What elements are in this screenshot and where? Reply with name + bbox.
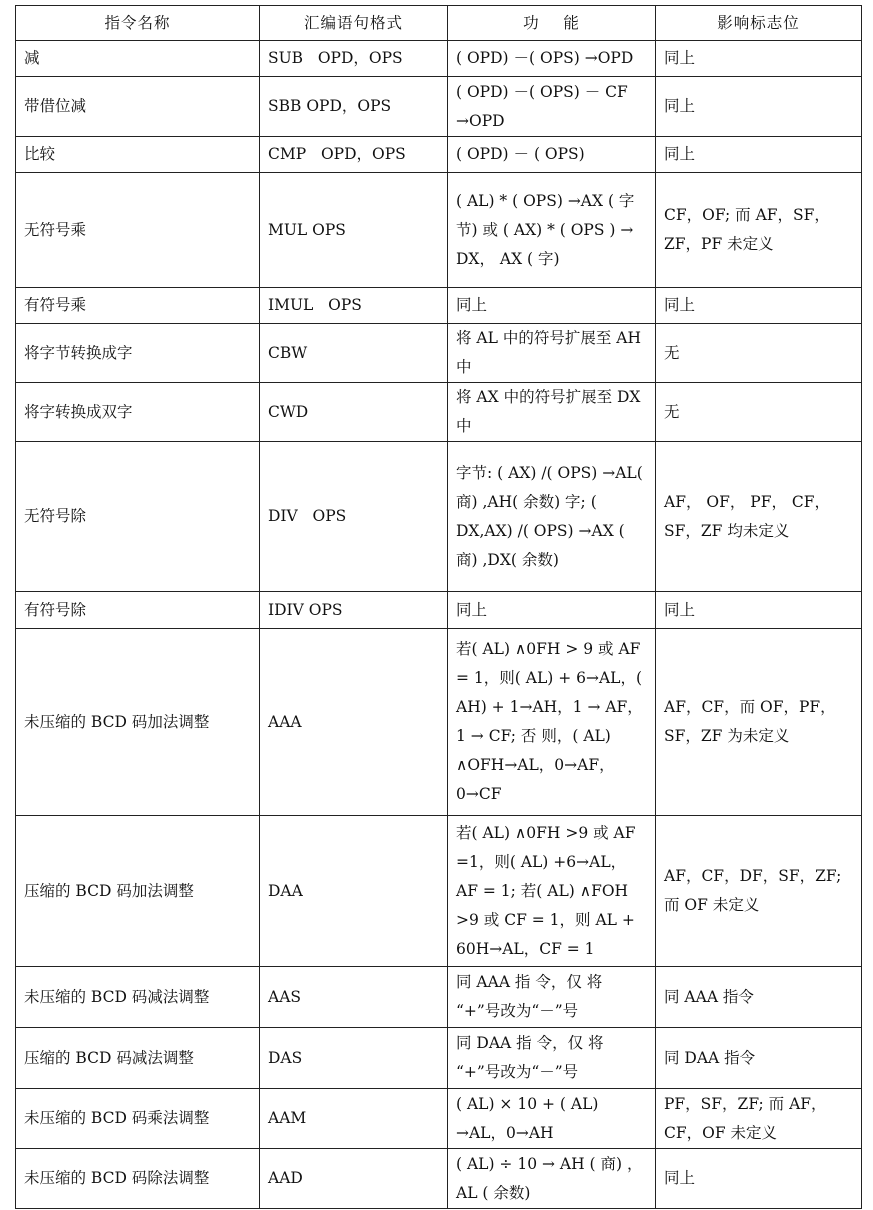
cell-flags: 同上 bbox=[656, 592, 862, 629]
cell-flags: 同上 bbox=[656, 41, 862, 77]
cell-function: ( OPD) － ( OPS) bbox=[448, 137, 656, 173]
table-row bbox=[16, 41, 862, 77]
cell-name: 压缩的 BCD 码加法调整 bbox=[16, 816, 260, 967]
header-flags: 影响标志位 bbox=[656, 6, 862, 41]
cell-name: 带借位减 bbox=[16, 77, 260, 137]
cell-function: 将 AL 中的符号扩展至 AH 中 bbox=[448, 324, 656, 383]
cell-name: 未压缩的 BCD 码乘法调整 bbox=[16, 1089, 260, 1149]
table-row bbox=[16, 442, 862, 592]
cell-format: SUB OPD，OPS bbox=[260, 41, 448, 77]
cell-function: 同 AAA 指 令，仅 将 “+”号改为“－”号 bbox=[448, 967, 656, 1028]
cell-function: 若( AL) ∧0FH > 9 或 AF = 1，则( AL) + 6→AL，( AH) + 1→AH，1 → AF，1 → CF; 否 则，( AL) ∧OFH→AL，0→AF，0→CF bbox=[448, 629, 656, 816]
cell-format: DAA bbox=[260, 816, 448, 967]
cell-name: 无符号乘 bbox=[16, 173, 260, 288]
header-function: 功 能 bbox=[448, 6, 656, 41]
cell-function: 字节: ( AX) /( OPS) →AL( 商) ,AH( 余数) 字; ( DX,AX) /( OPS) →AX ( 商) ,DX( 余数) bbox=[448, 442, 656, 592]
cell-name: 减 bbox=[16, 41, 260, 77]
cell-format: SBB OPD，OPS bbox=[260, 77, 448, 137]
cell-flags: 同上 bbox=[656, 137, 862, 173]
header-row bbox=[16, 6, 862, 41]
header-name: 指令名称 bbox=[16, 6, 260, 41]
cell-flags: 同上 bbox=[656, 1149, 862, 1209]
cell-function: 若( AL) ∧0FH >9 或 AF =1，则( AL) +6→AL，AF = 1; 若( AL) ∧FOH >9 或 CF = 1，则 AL + 60H→AL，CF = 1 bbox=[448, 816, 656, 967]
cell-name: 有符号乘 bbox=[16, 288, 260, 324]
cell-flags: 同上 bbox=[656, 288, 862, 324]
cell-flags: 无 bbox=[656, 324, 862, 383]
cell-function: ( OPD) －( OPS) →OPD bbox=[448, 41, 656, 77]
table-row bbox=[16, 592, 862, 629]
cell-function: ( AL) ÷ 10 → AH ( 商) ，AL ( 余数) bbox=[448, 1149, 656, 1209]
cell-function: 同上 bbox=[448, 288, 656, 324]
cell-format: CBW bbox=[260, 324, 448, 383]
table-row bbox=[16, 77, 862, 137]
table-row bbox=[16, 383, 862, 442]
cell-flags: 同上 bbox=[656, 77, 862, 137]
cell-flags: CF，OF; 而 AF，SF，ZF，PF 未定义 bbox=[656, 173, 862, 288]
cell-flags: 同 AAA 指令 bbox=[656, 967, 862, 1028]
cell-flags: AF， OF， PF， CF，SF，ZF 均未定义 bbox=[656, 442, 862, 592]
instruction-table bbox=[15, 5, 862, 1209]
cell-flags: 无 bbox=[656, 383, 862, 442]
cell-name: 压缩的 BCD 码减法调整 bbox=[16, 1028, 260, 1089]
cell-function: ( AL) * ( OPS) →AX ( 字 节) 或 ( AX) * ( OPS ) → DX， AX ( 字) bbox=[448, 173, 656, 288]
table-row bbox=[16, 629, 862, 816]
cell-flags: PF，SF，ZF; 而 AF，CF，OF 未定义 bbox=[656, 1089, 862, 1149]
cell-format: DIV OPS bbox=[260, 442, 448, 592]
cell-format: DAS bbox=[260, 1028, 448, 1089]
cell-name: 有符号除 bbox=[16, 592, 260, 629]
cell-format: AAD bbox=[260, 1149, 448, 1209]
cell-function: 同 DAA 指 令，仅 将 “+”号改为“－”号 bbox=[448, 1028, 656, 1089]
cell-name: 未压缩的 BCD 码除法调整 bbox=[16, 1149, 260, 1209]
cell-format: AAS bbox=[260, 967, 448, 1028]
cell-flags: AF，CF，DF，SF，ZF; 而 OF 未定义 bbox=[656, 816, 862, 967]
cell-flags: AF，CF，而 OF，PF，SF，ZF 为未定义 bbox=[656, 629, 862, 816]
table-row bbox=[16, 137, 862, 173]
cell-format: CMP OPD，OPS bbox=[260, 137, 448, 173]
cell-function: 将 AX 中的符号扩展至 DX 中 bbox=[448, 383, 656, 442]
cell-format: CWD bbox=[260, 383, 448, 442]
cell-format: MUL OPS bbox=[260, 173, 448, 288]
cell-format: IMUL OPS bbox=[260, 288, 448, 324]
cell-format: AAM bbox=[260, 1089, 448, 1149]
table-row bbox=[16, 967, 862, 1028]
cell-name: 将字节转换成字 bbox=[16, 324, 260, 383]
cell-name: 未压缩的 BCD 码加法调整 bbox=[16, 629, 260, 816]
cell-name: 无符号除 bbox=[16, 442, 260, 592]
table-row bbox=[16, 1149, 862, 1209]
cell-function: ( OPD) －( OPS) － CF →OPD bbox=[448, 77, 656, 137]
cell-flags: 同 DAA 指令 bbox=[656, 1028, 862, 1089]
table-row bbox=[16, 288, 862, 324]
table-row bbox=[16, 173, 862, 288]
cell-name: 未压缩的 BCD 码减法调整 bbox=[16, 967, 260, 1028]
cell-name: 将字转换成双字 bbox=[16, 383, 260, 442]
table-row bbox=[16, 816, 862, 967]
cell-function: ( AL) × 10 + ( AL) →AL，0→AH bbox=[448, 1089, 656, 1149]
header-format: 汇编语句格式 bbox=[260, 6, 448, 41]
cell-name: 比较 bbox=[16, 137, 260, 173]
cell-format: AAA bbox=[260, 629, 448, 816]
table-row bbox=[16, 324, 862, 383]
cell-format: IDIV OPS bbox=[260, 592, 448, 629]
cell-function: 同上 bbox=[448, 592, 656, 629]
table-row bbox=[16, 1028, 862, 1089]
table-row bbox=[16, 1089, 862, 1149]
